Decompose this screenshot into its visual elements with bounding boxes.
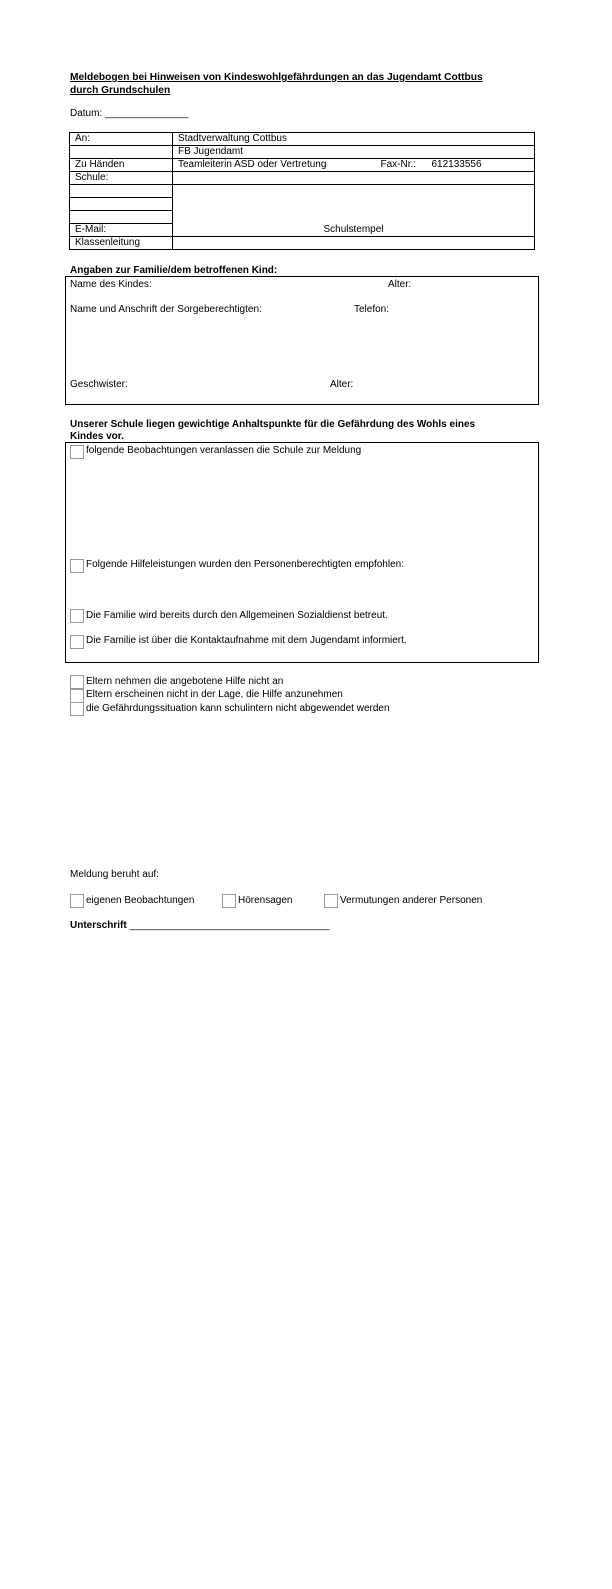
- form-title-line2: durch Grundschulen: [70, 85, 171, 96]
- phone-label: Telefon:: [354, 304, 390, 315]
- child-name-label: Name des Kindes:: [70, 279, 152, 290]
- an-value-2: FB Jugendamt: [173, 146, 535, 159]
- asd-care-checkbox[interactable]: [70, 609, 84, 623]
- indications-heading-line2: Kindes vor.: [70, 431, 124, 442]
- indications-heading-line1: Unserer Schule liegen gewichtige Anhaltspunkte für die Gefährdung des Wohls eines: [70, 419, 476, 430]
- haenden-value: Teamleiterin ASD oder Vertretung: [178, 159, 327, 170]
- not-averted-label: die Gefährdungssituation kann schulintern nicht abgewendet werden: [86, 703, 390, 714]
- siblings-label: Geschwister:: [70, 379, 128, 390]
- child-age-label: Alter:: [388, 279, 412, 290]
- hearsay-checkbox[interactable]: [222, 894, 236, 908]
- klassenleitung-label: Klassenleitung: [70, 237, 173, 250]
- parents-refuse-label: Eltern nehmen die angebotene Hilfe nicht an: [86, 676, 284, 687]
- indications-box: [65, 442, 539, 663]
- help-recommended-checkbox[interactable]: [70, 559, 84, 573]
- others-assumptions-checkbox[interactable]: [324, 894, 338, 908]
- observations-label: folgende Beobachtungen veranlassen die Schule zur Meldung: [86, 445, 362, 456]
- school-address-line-1[interactable]: [70, 185, 173, 198]
- an-empty-cell: [70, 146, 173, 159]
- signature-label: Unterschrift: [70, 920, 127, 931]
- basis-label: Meldung beruht auf:: [70, 869, 159, 880]
- stamp-label: Schulstempel: [323, 224, 384, 235]
- haenden-label: Zu Händen: [70, 159, 173, 172]
- not-averted-checkbox[interactable]: [70, 702, 84, 716]
- parents-refuse-checkbox[interactable]: [70, 675, 84, 689]
- stamp-area: [173, 185, 535, 237]
- family-informed-label: Die Familie ist über die Kontaktaufnahme mit dem Jugendamt informiert.: [86, 635, 407, 646]
- email-label: E-Mail:: [70, 224, 173, 237]
- family-box: [65, 276, 539, 405]
- indications-heading: [70, 419, 475, 443]
- siblings-age-label: Alter:: [330, 379, 354, 390]
- own-observations-label: eigenen Beobachtungen: [86, 895, 195, 906]
- help-recommended-label: Folgende Hilfeleistungen wurden den Personenberechtigten empfohlen:: [86, 559, 404, 570]
- family-informed-checkbox[interactable]: [70, 635, 84, 649]
- date-field[interactable]: Datum: _______________: [70, 108, 189, 119]
- an-value-1: Stadtverwaltung Cottbus: [173, 133, 535, 146]
- parents-unable-label: Eltern erscheinen nicht in der Lage, die Hilfe anzunehmen: [86, 689, 343, 700]
- guardian-label: Name und Anschrift der Sorgeberechtigten:: [70, 304, 262, 315]
- hearsay-label: Hörensagen: [238, 895, 293, 906]
- an-label: An:: [70, 133, 173, 146]
- school-address-line-2[interactable]: [70, 198, 173, 211]
- form-title: [70, 71, 483, 97]
- own-observations-checkbox[interactable]: [70, 894, 84, 908]
- fax-value: 612133556: [431, 159, 482, 170]
- schule-value[interactable]: [173, 172, 535, 185]
- klassenleitung-value[interactable]: [173, 237, 535, 250]
- signature-line[interactable]: [70, 920, 330, 931]
- family-heading: Angaben zur Familie/dem betroffenen Kind:: [70, 265, 278, 276]
- recipient-table: [69, 132, 535, 250]
- haenden-cell: [173, 159, 535, 172]
- fax-label: Fax-Nr.:: [380, 159, 417, 170]
- parents-unable-checkbox[interactable]: [70, 689, 84, 703]
- others-assumptions-label: Vermutungen anderer Personen: [340, 895, 483, 906]
- schule-label: Schule:: [70, 172, 173, 185]
- signature-blank: ____________________________________: [129, 920, 330, 931]
- school-address-line-3[interactable]: [70, 211, 173, 224]
- asd-care-label: Die Familie wird bereits durch den Allgemeinen Sozialdienst betreut.: [86, 610, 388, 621]
- form-title-line1: Meldebogen bei Hinweisen von Kindeswohlgefährdungen an das Jugendamt Cottbus: [70, 72, 483, 83]
- observations-checkbox[interactable]: [70, 445, 84, 459]
